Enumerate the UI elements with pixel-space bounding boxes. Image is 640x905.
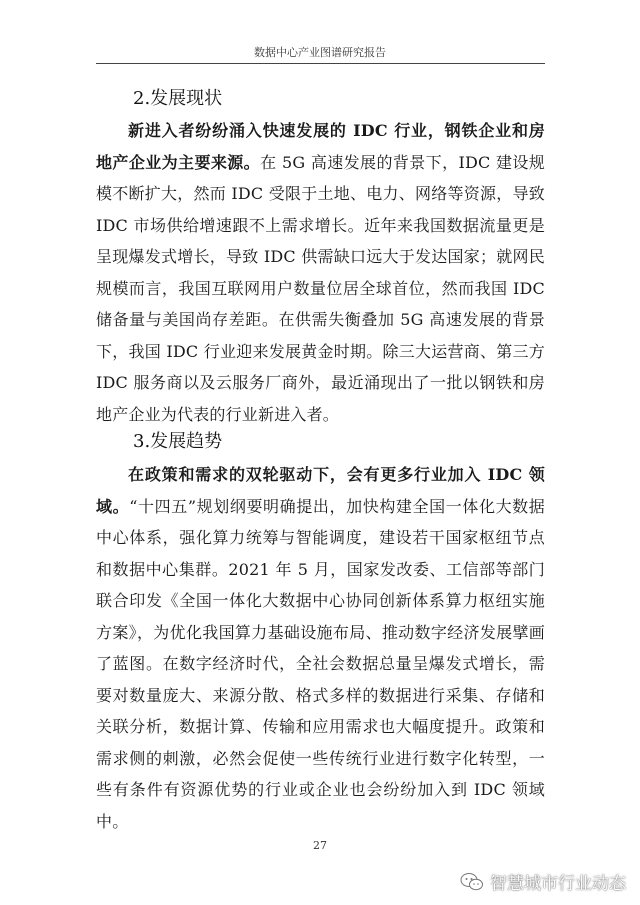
paragraph-trend-lead: 在政策和需求的双轮驱动下，会有更多行业加入 IDC 领域。: [96, 465, 545, 516]
header-divider: [96, 63, 545, 64]
watermark: [460, 869, 626, 894]
section-title-trend: 3.发展趋势: [133, 431, 223, 452]
paragraph-status: [96, 115, 545, 430]
paragraph-status-body: 在 5G 高速发展的背景下，IDC 建设规模不断扩大，然而 IDC 受限于土地、电力、网络等资源，导致 IDC 市场供给增速跟不上需求增长。近年来我国数据流量更是呈现爆发式增长，导致 IDC 供需缺口远大于发达国家；就网民规模而言，我国互联网用户数量位居全球首位，然而我国 IDC 储备量与美国尚存差距。在供需失衡叠加 5G 高速发展的背景下，我国 IDC 行业迎来发展黄金时期。除三大运营商、第三方 IDC 服务商以及云服务厂商外，最近涌现出了一批以钢铁和房地产企业为代表的行业新进入者。: [96, 152, 545, 424]
watermark-text: 智慧城市行业动态: [490, 874, 626, 894]
paragraph-status-lead: 新进入者纷纷涌入快速发展的 IDC 行业，钢铁企业和房地产企业为主要来源。: [96, 121, 545, 172]
paragraph-trend-body: “十四五”规划纲要明确提出，加快构建全国一体化大数据中心体系，强化算力统筹与智能调度，建设若干国家枢纽节点和数据中心集群。2021 年 5 月，国家发改委、工信部等部门联合印发《全国一体化大数据中心协同创新体系算力枢纽实施方案》，为优化我国算力基础设施布局、推动数字经济发展擘画了蓝图。在数字经济时代，全社会数据总量呈爆发式增长，需要对数量庞大、来源分散、格式多样的数据进行采集、存储和关联分析，数据计算、传输和应用需求也大幅度提升。政策和需求侧的刺激，必然会促使一些传统行业进行数字化转型，一些有条件有资源优势的行业或企业也会纷纷加入到 IDC 领域中。: [96, 496, 545, 831]
wechat-icon: [460, 872, 484, 892]
page-number: 27: [313, 839, 327, 852]
section-title-status: 2.发展现状: [133, 88, 223, 109]
page-header: 数据中心产业图谱研究报告: [254, 46, 386, 59]
paragraph-trend: [96, 459, 545, 837]
